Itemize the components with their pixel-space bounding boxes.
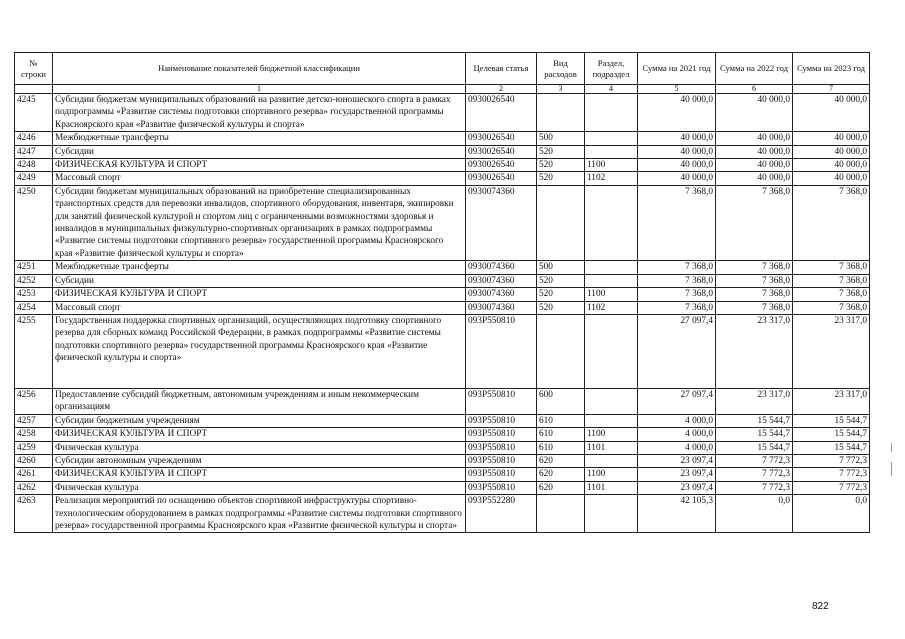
sum-2021-cell: 7 368,0: [638, 288, 716, 301]
sum-2021-cell: 7 368,0: [638, 301, 716, 314]
row-number-cell: 4257: [15, 414, 53, 427]
row-number-cell: 4254: [15, 301, 53, 314]
column-number: [15, 85, 53, 94]
sum-2023-cell: 7 772,3: [793, 468, 870, 481]
indicator-name-cell: ФИЗИЧЕСКАЯ КУЛЬТУРА И СПОРТ: [53, 468, 466, 481]
sum-2022-cell: 7 772,3: [716, 454, 793, 467]
section-code-cell: 1100: [585, 468, 638, 481]
table-row: [15, 274, 870, 287]
section-code-cell: [585, 274, 638, 287]
header-indicator-name: Наименование показателей бюджетной классификации: [53, 53, 466, 85]
sum-2021-cell: 4 000,0: [638, 441, 716, 454]
target-article-cell: 0930074360: [466, 288, 537, 301]
expense-type-cell: 520: [537, 288, 585, 301]
target-article-cell: 093Р552280: [466, 495, 537, 533]
sum-2023-cell: 15 544,7: [793, 428, 870, 441]
target-article-cell: 093Р550810: [466, 428, 537, 441]
sum-2023-cell: 23 317,0: [793, 314, 870, 388]
row-number-cell: 4255: [15, 314, 53, 388]
table-row: [15, 428, 870, 441]
budget-table: [14, 52, 870, 533]
column-number: 3: [537, 85, 585, 94]
table-row: [15, 468, 870, 481]
header-target-article: Целевая статья: [466, 53, 537, 85]
indicator-name-cell: Массовый спорт: [53, 172, 466, 185]
sum-2023-cell: 7 368,0: [793, 288, 870, 301]
indicator-name-cell: Субсидии бюджетным учреждениям: [53, 414, 466, 427]
target-article-cell: 0930074360: [466, 274, 537, 287]
sum-2023-cell: 40 000,0: [793, 145, 870, 158]
expense-type-cell: 520: [537, 145, 585, 158]
sum-2023-cell: 15 544,7: [793, 441, 870, 454]
expense-type-cell: 500: [537, 132, 585, 145]
section-code-cell: 1101: [585, 441, 638, 454]
section-code-cell: [585, 388, 638, 414]
sum-2022-cell: 7 368,0: [716, 288, 793, 301]
target-article-cell: 093Р550810: [466, 314, 537, 388]
sum-2021-cell: 7 368,0: [638, 185, 716, 260]
table-row: [15, 301, 870, 314]
sum-2021-cell: 7 368,0: [638, 261, 716, 274]
table-row: [15, 288, 870, 301]
row-number-cell: 4258: [15, 428, 53, 441]
sum-2023-cell: 7 772,3: [793, 454, 870, 467]
column-number: 2: [466, 85, 537, 94]
column-number: 4: [585, 85, 638, 94]
target-article-cell: 0930026540: [466, 172, 537, 185]
sum-2022-cell: 15 544,7: [716, 441, 793, 454]
row-number-cell: 4256: [15, 388, 53, 414]
section-code-cell: [585, 495, 638, 533]
table-row: [15, 261, 870, 274]
expense-type-cell: 610: [537, 428, 585, 441]
column-number: 1: [53, 85, 466, 94]
indicator-name-cell: Физическая культура: [53, 441, 466, 454]
indicator-name-cell: ФИЗИЧЕСКАЯ КУЛЬТУРА И СПОРТ: [53, 428, 466, 441]
sum-2021-cell: 40 000,0: [638, 159, 716, 172]
expense-type-cell: 520: [537, 159, 585, 172]
sum-2023-cell: 40 000,0: [793, 159, 870, 172]
scan-edge-mark: [891, 462, 892, 476]
indicator-name-cell: Субсидии: [53, 274, 466, 287]
section-code-cell: [585, 314, 638, 388]
sum-2021-cell: 40 000,0: [638, 172, 716, 185]
target-article-cell: 0930026540: [466, 159, 537, 172]
row-number-cell: 4251: [15, 261, 53, 274]
sum-2022-cell: 40 000,0: [716, 172, 793, 185]
target-article-cell: 093Р550810: [466, 454, 537, 467]
row-number-cell: 4246: [15, 132, 53, 145]
row-number-cell: 4249: [15, 172, 53, 185]
sum-2021-cell: 42 105,3: [638, 495, 716, 533]
target-article-cell: 093Р550810: [466, 388, 537, 414]
expense-type-cell: 610: [537, 414, 585, 427]
sum-2021-cell: 23 097,4: [638, 468, 716, 481]
section-code-cell: [585, 94, 638, 132]
expense-type-cell: 520: [537, 274, 585, 287]
indicator-name-cell: Субсидии автономным учреждениям: [53, 454, 466, 467]
sum-2022-cell: 7 772,3: [716, 468, 793, 481]
header-sum-2021: Сумма на 2021 год: [638, 53, 716, 85]
table-row: [15, 172, 870, 185]
indicator-name-cell: Субсидии бюджетам муниципальных образований на развитие детско-юношеского спорта в рамках подпрограммы «Развитие системы подготовки спортивного резерва» государственной программы Красноярского края «Развитие физической культуры и спорта»: [53, 94, 466, 132]
header-sum-2023: Сумма на 2023 год: [793, 53, 870, 85]
sum-2023-cell: 7 368,0: [793, 301, 870, 314]
sum-2023-cell: 40 000,0: [793, 132, 870, 145]
expense-type-cell: 520: [537, 172, 585, 185]
expense-type-cell: 500: [537, 261, 585, 274]
indicator-name-cell: ФИЗИЧЕСКАЯ КУЛЬТУРА И СПОРТ: [53, 288, 466, 301]
sum-2022-cell: 7 368,0: [716, 185, 793, 260]
section-code-cell: [585, 145, 638, 158]
row-number-cell: 4253: [15, 288, 53, 301]
table-row: [15, 481, 870, 494]
target-article-cell: 093Р550810: [466, 481, 537, 494]
table-row: [15, 388, 870, 414]
section-code-cell: [585, 132, 638, 145]
indicator-name-cell: Реализация мероприятий по оснащению объектов спортивной инфраструктуры спортивно-технологическим оборудованием в рамках подпрограммы «Развитие системы подготовки спортивного резерва» государственной программы Красноярского края «Развитие физической культуры и спорта»: [53, 495, 466, 533]
sum-2022-cell: 15 544,7: [716, 428, 793, 441]
target-article-cell: 0930026540: [466, 132, 537, 145]
sum-2023-cell: 40 000,0: [793, 172, 870, 185]
row-number-cell: 4252: [15, 274, 53, 287]
sum-2023-cell: 7 772,3: [793, 481, 870, 494]
sum-2021-cell: 4 000,0: [638, 414, 716, 427]
indicator-name-cell: ФИЗИЧЕСКАЯ КУЛЬТУРА И СПОРТ: [53, 159, 466, 172]
section-code-cell: [585, 261, 638, 274]
sum-2021-cell: 27 097,4: [638, 314, 716, 388]
sum-2021-cell: 4 000,0: [638, 428, 716, 441]
target-article-cell: 0930074360: [466, 301, 537, 314]
expense-type-cell: 620: [537, 481, 585, 494]
section-code-cell: 1102: [585, 172, 638, 185]
sum-2022-cell: 15 544,7: [716, 414, 793, 427]
indicator-name-cell: Предоставление субсидий бюджетным, автономным учреждениям и иным некоммерческим организациям: [53, 388, 466, 414]
sum-2023-cell: 7 368,0: [793, 185, 870, 260]
sum-2021-cell: 23 097,4: [638, 481, 716, 494]
row-number-cell: 4263: [15, 495, 53, 533]
section-code-cell: 1101: [585, 481, 638, 494]
target-article-cell: 093Р550810: [466, 414, 537, 427]
indicator-name-cell: Межбюджетные трансферты: [53, 261, 466, 274]
sum-2022-cell: 40 000,0: [716, 94, 793, 132]
sum-2021-cell: 40 000,0: [638, 94, 716, 132]
expense-type-cell: 610: [537, 441, 585, 454]
table-row: [15, 454, 870, 467]
sum-2023-cell: 0,0: [793, 495, 870, 533]
expense-type-cell: [537, 185, 585, 260]
target-article-cell: 0930026540: [466, 94, 537, 132]
table-row: [15, 132, 870, 145]
section-code-cell: 1100: [585, 428, 638, 441]
sum-2023-cell: 7 368,0: [793, 261, 870, 274]
sum-2021-cell: 40 000,0: [638, 132, 716, 145]
expense-type-cell: [537, 94, 585, 132]
sum-2021-cell: 23 097,4: [638, 454, 716, 467]
scan-edge-mark: [891, 443, 892, 452]
sum-2022-cell: 40 000,0: [716, 159, 793, 172]
table-row: [15, 185, 870, 260]
sum-2022-cell: 40 000,0: [716, 132, 793, 145]
column-number: 6: [716, 85, 793, 94]
header-expense-type: Вид расходов: [537, 53, 585, 85]
section-code-cell: 1102: [585, 301, 638, 314]
sum-2022-cell: 7 368,0: [716, 301, 793, 314]
sum-2022-cell: 23 317,0: [716, 388, 793, 414]
expense-type-cell: 620: [537, 468, 585, 481]
sum-2023-cell: 15 544,7: [793, 414, 870, 427]
expense-type-cell: [537, 314, 585, 388]
header-row: [15, 53, 870, 85]
sum-2022-cell: 7 368,0: [716, 261, 793, 274]
sum-2023-cell: 23 317,0: [793, 388, 870, 414]
column-number-row: [15, 85, 870, 94]
table-row: [15, 159, 870, 172]
target-article-cell: 093Р550810: [466, 441, 537, 454]
sum-2022-cell: 40 000,0: [716, 145, 793, 158]
expense-type-cell: [537, 495, 585, 533]
sum-2022-cell: 7 368,0: [716, 274, 793, 287]
section-code-cell: 1100: [585, 288, 638, 301]
page-number: 822: [812, 601, 829, 612]
header-section: Раздел, подраздел: [585, 53, 638, 85]
target-article-cell: 0930026540: [466, 145, 537, 158]
section-code-cell: [585, 454, 638, 467]
section-code-cell: [585, 185, 638, 260]
table-row: [15, 495, 870, 533]
table-row: [15, 314, 870, 388]
indicator-name-cell: Физическая культура: [53, 481, 466, 494]
row-number-cell: 4250: [15, 185, 53, 260]
row-number-cell: 4259: [15, 441, 53, 454]
indicator-name-cell: Массовый спорт: [53, 301, 466, 314]
indicator-name-cell: Субсидии: [53, 145, 466, 158]
column-number: 7: [793, 85, 870, 94]
row-number-cell: 4248: [15, 159, 53, 172]
row-number-cell: 4261: [15, 468, 53, 481]
table-row: [15, 414, 870, 427]
row-number-cell: 4247: [15, 145, 53, 158]
expense-type-cell: 620: [537, 454, 585, 467]
expense-type-cell: 600: [537, 388, 585, 414]
indicator-name-cell: Государственная поддержка спортивных организаций, осуществляющих подготовку спортивного резерва для сборных команд Российской Федерации, в рамках подпрограммы «Развитие системы подготовки спортивного резерва» государственной программы Красноярского края «Развитие физической культуры и спорта»: [53, 314, 466, 388]
indicator-name-cell: Субсидии бюджетам муниципальных образований на приобретение специализированных транспортных средств для перевозки инвалидов, спортивного оборудования, инвентаря, экипировки для занятий физической культурой и спортом лиц с ограниченными возможностями здоровья и инвалидов в муниципальных физкультурно-спортивных организациях в рамках подпрограммы «Развитие системы подготовки спортивного резерва» государственной программы Красноярского края «Развитие физической культуры и спорта»: [53, 185, 466, 260]
sum-2021-cell: 7 368,0: [638, 274, 716, 287]
table-row: [15, 94, 870, 132]
column-number: 5: [638, 85, 716, 94]
target-article-cell: 0930074360: [466, 185, 537, 260]
header-row-number: № строки: [15, 53, 53, 85]
sum-2022-cell: 23 317,0: [716, 314, 793, 388]
sum-2021-cell: 27 097,4: [638, 388, 716, 414]
target-article-cell: 0930074360: [466, 261, 537, 274]
table-row: [15, 441, 870, 454]
sum-2023-cell: 7 368,0: [793, 274, 870, 287]
expense-type-cell: 520: [537, 301, 585, 314]
section-code-cell: 1100: [585, 159, 638, 172]
row-number-cell: 4245: [15, 94, 53, 132]
row-number-cell: 4260: [15, 454, 53, 467]
section-code-cell: [585, 414, 638, 427]
sum-2023-cell: 40 000,0: [793, 94, 870, 132]
indicator-name-cell: Межбюджетные трансферты: [53, 132, 466, 145]
sum-2021-cell: 40 000,0: [638, 145, 716, 158]
target-article-cell: 093Р550810: [466, 468, 537, 481]
sum-2022-cell: 7 772,3: [716, 481, 793, 494]
header-sum-2022: Сумма на 2022 год: [716, 53, 793, 85]
table-row: [15, 145, 870, 158]
sum-2022-cell: 0,0: [716, 495, 793, 533]
row-number-cell: 4262: [15, 481, 53, 494]
